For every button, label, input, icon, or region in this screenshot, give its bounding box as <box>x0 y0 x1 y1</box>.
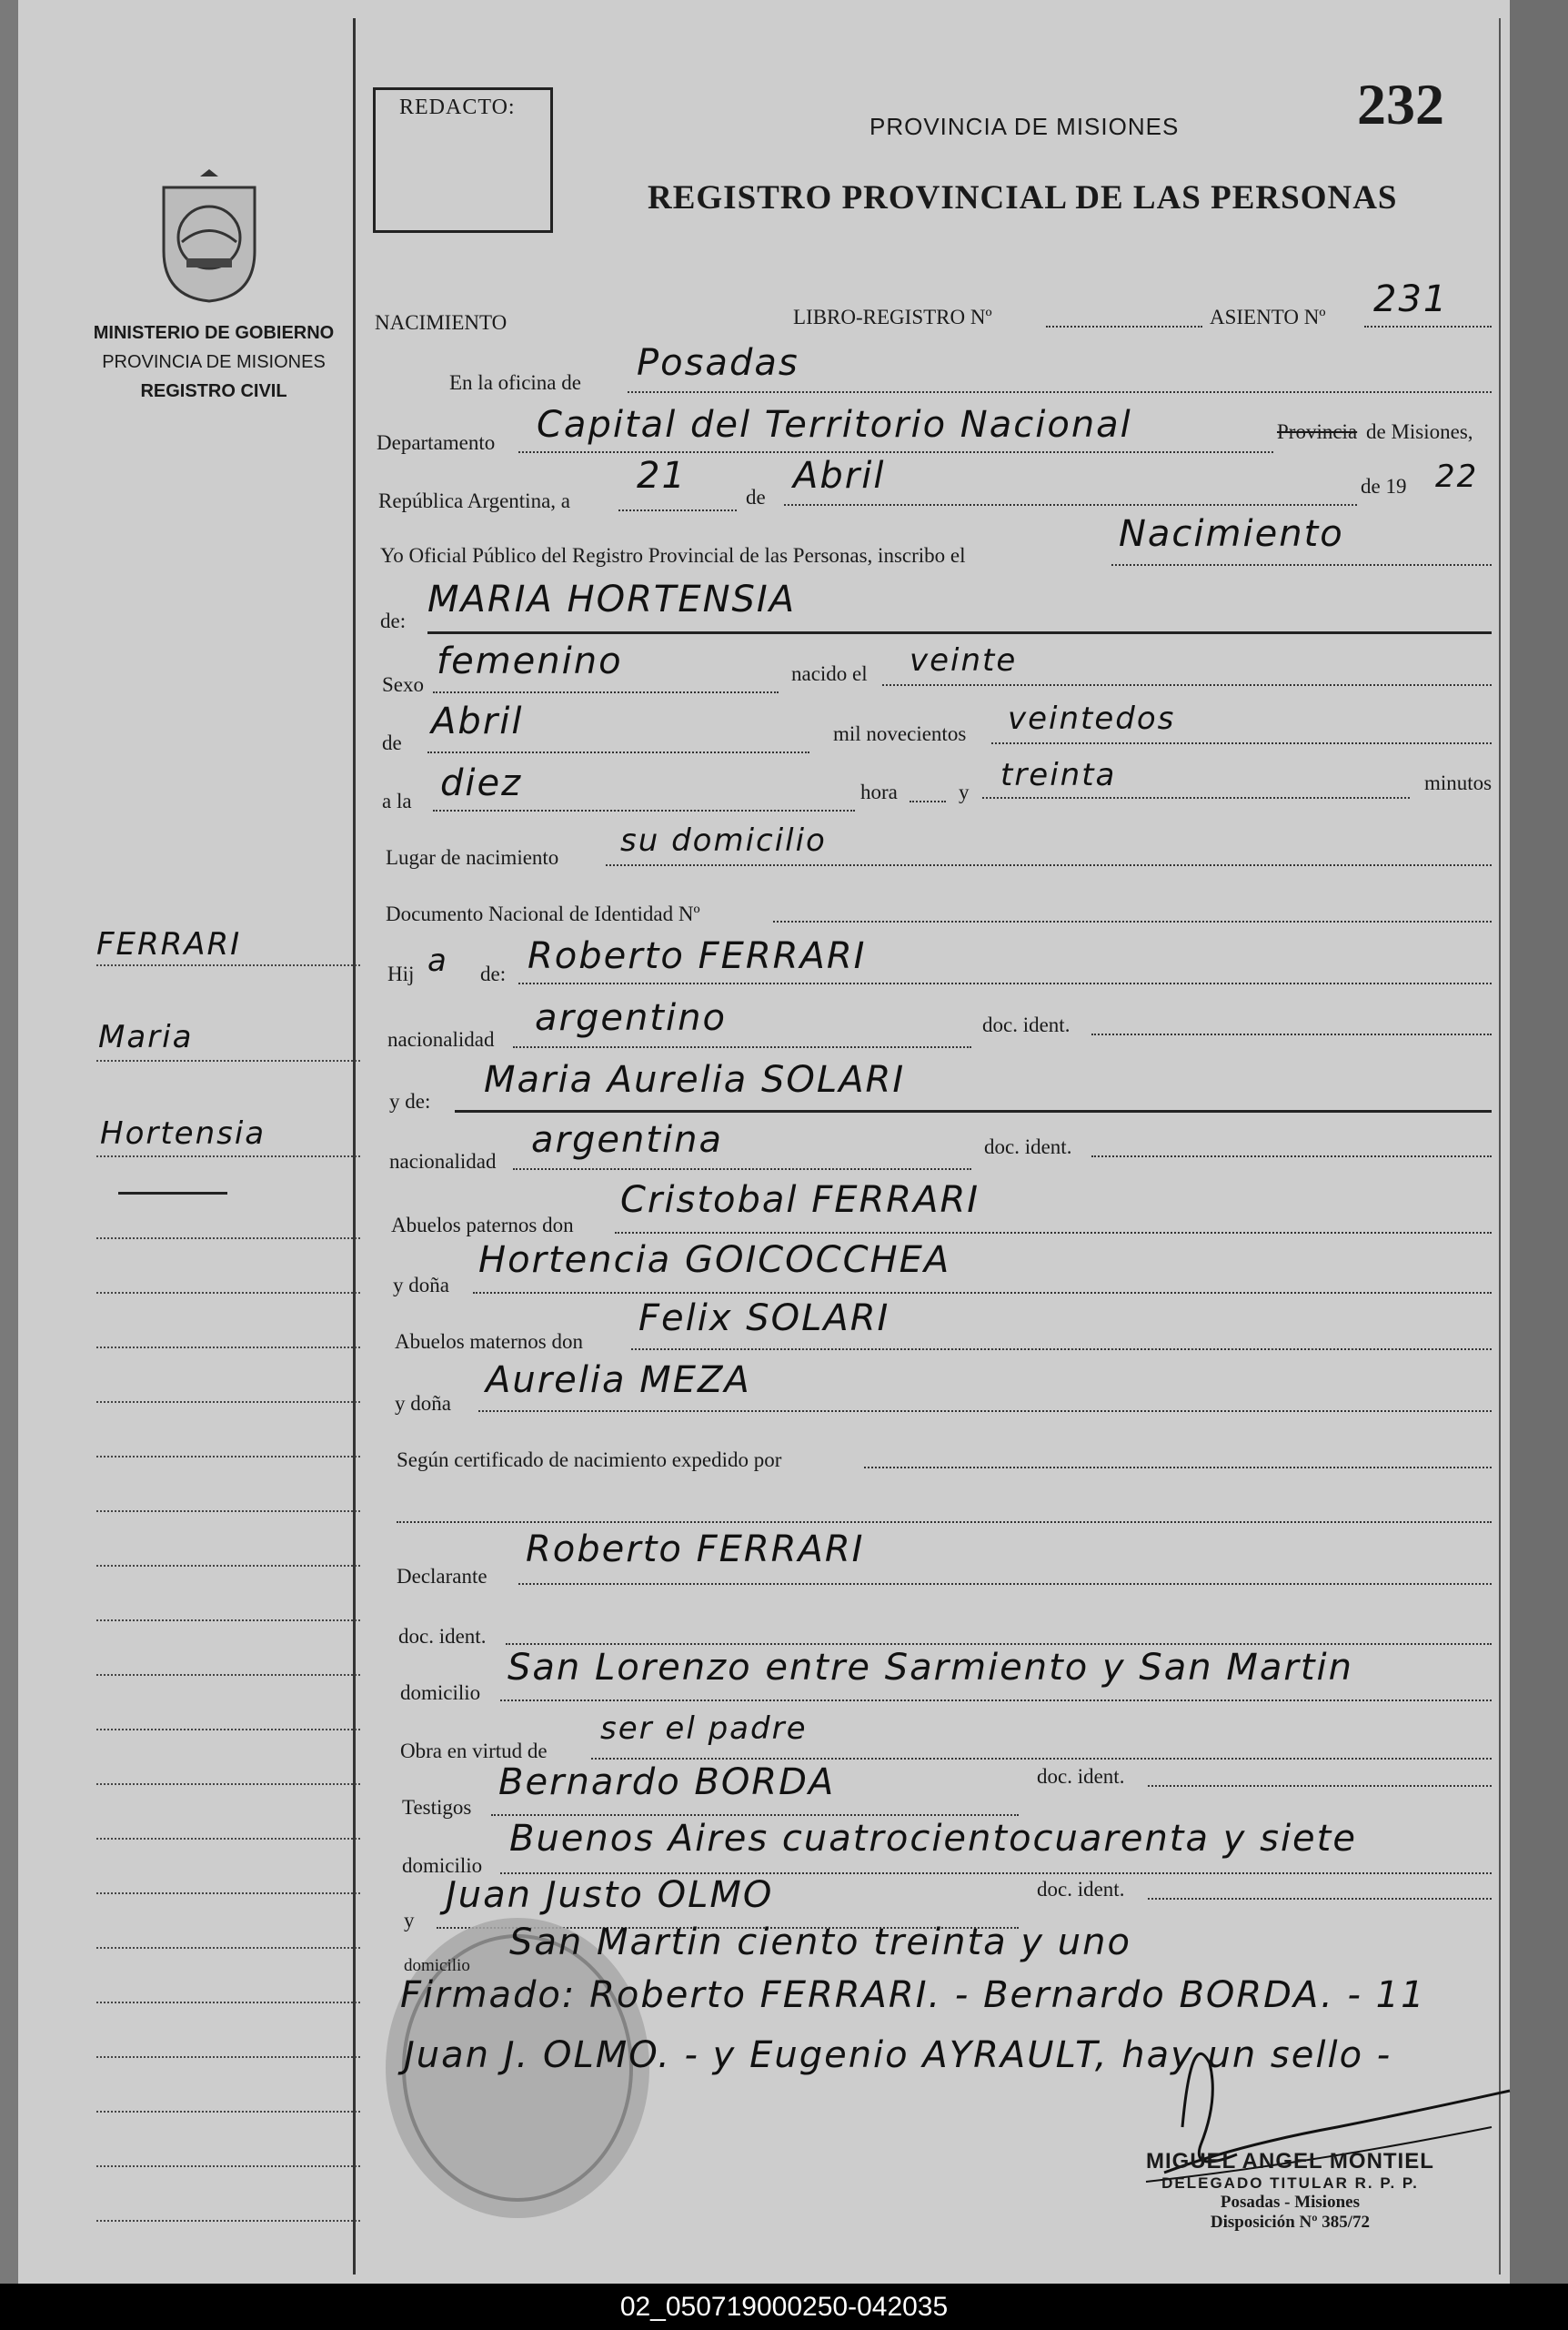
ministry-line-2: PROVINCIA DE MISIONES <box>102 352 326 372</box>
label-doc-ident-madre: doc. ident. <box>984 1135 1072 1158</box>
declarante-field-line <box>518 1583 1492 1585</box>
nacido-anio-field-line <box>991 742 1492 744</box>
nacido-mes-value: Abril <box>431 701 524 742</box>
margin-line <box>96 1674 360 1676</box>
label-minutos: minutos <box>1424 772 1493 794</box>
margin-line <box>96 1347 360 1348</box>
margin-line <box>96 1510 360 1512</box>
margin-line <box>96 1892 360 1894</box>
documento-field-line <box>773 921 1492 923</box>
abuelo-materno-value: Felix SOLARI <box>638 1297 890 1339</box>
official-disposicion: Disposición Nº 385/72 <box>1210 2213 1371 2232</box>
margin-divider <box>353 18 356 2275</box>
firmado-line-1: Firmado: Roberto FERRARI. - Bernardo BORDA. - 11 <box>400 1974 1426 2016</box>
anio-value: 22 <box>1435 459 1479 495</box>
label-yo-oficial: Yo Oficial Público del Registro Provincial de las Personas, inscribo el <box>380 544 966 567</box>
official-name: MIGUEL ANGEL MONTIEL <box>1146 2149 1434 2174</box>
segun-field-line <box>864 1467 1492 1468</box>
label-hora: hora <box>860 781 898 803</box>
book-edge-right <box>1510 0 1568 2284</box>
testigo2-domicilio-value: San Martin ciento treinta y uno <box>509 1921 1131 1963</box>
label-testigos: Testigos <box>402 1796 472 1819</box>
padre-nacionalidad-field-line <box>513 1046 971 1048</box>
margin-line <box>96 1060 360 1062</box>
segun-field-line-2 <box>397 1521 1492 1523</box>
obra-field-line <box>591 1758 1492 1760</box>
lugar-value: su domicilio <box>620 822 827 859</box>
label-sexo: Sexo <box>382 673 424 696</box>
scan-id-footer: 02_050719000250-042035 <box>0 2284 1568 2330</box>
libro-field-line <box>1046 326 1202 328</box>
hora-gap-line <box>910 801 946 802</box>
margin-line <box>96 2220 360 2222</box>
label-asiento: ASIENTO Nº <box>1210 306 1326 328</box>
page-number: 232 <box>1357 72 1444 136</box>
label-domicilio-declarante: domicilio <box>400 1681 481 1704</box>
label-y-dona-materna: y doña <box>395 1392 451 1415</box>
margin-line <box>96 2002 360 2003</box>
padre-doc-field-line <box>1091 1034 1492 1035</box>
label-nacionalidad-madre: nacionalidad <box>389 1150 497 1173</box>
testigo1-field-line <box>491 1814 1019 1816</box>
label-nacimiento: NACIMIENTO <box>375 311 508 334</box>
margin-line <box>96 1947 360 1949</box>
ministry-line-3: REGISTRO CIVIL <box>140 381 287 401</box>
padre-value: Roberto FERRARI <box>528 935 867 977</box>
abuelo-paterno-field-line <box>615 1232 1492 1234</box>
label-documento: Documento Nacional de Identidad Nº <box>386 903 700 925</box>
label-y: y <box>959 781 970 803</box>
margin-line <box>96 1155 360 1157</box>
label-nacionalidad-padre: nacionalidad <box>387 1028 495 1051</box>
abuela-materna-field-line <box>478 1410 1492 1412</box>
dia-value: 21 <box>637 455 687 497</box>
margin-name-2: Hortensia <box>100 1115 266 1152</box>
nacido-mes-field-line <box>427 751 809 753</box>
padre-field-line <box>518 983 1492 984</box>
testigo1-domicilio-value: Buenos Aires cuatrocientocuarenta y siete <box>509 1818 1357 1860</box>
departamento-field-line <box>518 451 1273 453</box>
label-mil-novecientos: mil novecientos <box>833 722 967 745</box>
oficina-field-line <box>628 391 1492 393</box>
ministry-line-1: MINISTERIO DE GOBIERNO <box>93 323 335 343</box>
official-title: DELEGADO TITULAR R. P. P. <box>1161 2174 1419 2192</box>
label-libro: LIBRO-REGISTRO Nº <box>793 306 992 328</box>
nacido-dia-field-line <box>882 684 1492 686</box>
lugar-field-line <box>606 864 1492 866</box>
right-border <box>1499 18 1501 2275</box>
margin-line <box>96 1838 360 1840</box>
nombre-underline <box>427 631 1492 634</box>
margin-line <box>96 2056 360 2058</box>
province-heading: PROVINCIA DE MISIONES <box>869 113 1180 140</box>
registry-title: REGISTRO PROVINCIAL DE LAS PERSONAS <box>648 179 1398 217</box>
label-lugar: Lugar de nacimiento <box>386 846 559 869</box>
madre-underline <box>455 1110 1492 1113</box>
mes-value: Abril <box>793 455 886 497</box>
madre-nacionalidad-value: argentina <box>531 1119 723 1161</box>
declarante-domicilio-field-line <box>500 1700 1492 1701</box>
margin-line <box>96 1619 360 1621</box>
departamento-value: Capital del Territorio Nacional <box>537 404 1132 446</box>
book-edge-left <box>0 0 18 2284</box>
label-de-padre: de: <box>480 963 507 985</box>
margin-line <box>96 1401 360 1403</box>
label-y-testigo2: y <box>404 1909 415 1932</box>
abuela-paterna-value: Hortencia GOICOCCHEA <box>478 1239 951 1281</box>
label-abuelos-paternos: Abuelos paternos don <box>391 1214 574 1236</box>
abuelo-paterno-value: Cristobal FERRARI <box>620 1179 980 1221</box>
margin-line <box>96 964 360 966</box>
label-doc-ident-padre: doc. ident. <box>982 1014 1070 1036</box>
official-place: Posadas - Misiones <box>1220 2193 1360 2212</box>
minutos-field-line <box>982 797 1410 799</box>
hora-value: diez <box>440 762 523 804</box>
label-segun: Según certificado de nacimiento expedido por <box>397 1448 782 1471</box>
margin-line <box>96 1237 360 1239</box>
label-y-de: y de: <box>389 1090 431 1113</box>
madre-nacionalidad-field-line <box>513 1168 971 1170</box>
margin-line <box>96 1783 360 1785</box>
label-de-mes: de <box>382 731 402 754</box>
margin-line <box>96 1292 360 1294</box>
label-republica: República Argentina, a <box>378 489 570 512</box>
testigo2-doc-field-line <box>1148 1898 1492 1900</box>
margin-surname: FERRARI <box>96 926 242 963</box>
mes-field-line <box>784 504 1357 506</box>
label-doc-ident-declarante: doc. ident. <box>398 1625 487 1648</box>
label-de-19: de 19 <box>1361 475 1407 498</box>
official-signature-block <box>1146 2149 1434 2233</box>
madre-doc-field-line <box>1091 1155 1492 1157</box>
label-doc-ident-testigo2: doc. ident. <box>1037 1878 1125 1901</box>
declarante-doc-field-line <box>506 1643 1492 1645</box>
margin-line <box>96 2165 360 2167</box>
margin-name-1: Maria <box>98 1019 194 1055</box>
sexo-field-line <box>433 691 779 693</box>
redacto-label: REDACTO: <box>399 96 516 119</box>
label-nacido-el: nacido el <box>791 662 868 685</box>
declarante-value: Roberto FERRARI <box>526 1528 865 1570</box>
margin-underline <box>118 1192 227 1195</box>
label-a-la: a la <box>382 790 412 812</box>
nombre-value: MARIA HORTENSIA <box>427 579 797 620</box>
acto-field-line <box>1111 564 1492 566</box>
margin-line <box>96 1729 360 1730</box>
asiento-value: 231 <box>1373 278 1449 320</box>
firmado-line-2: Juan J. OLMO. - y Eugenio AYRAULT, hay un sello - <box>404 2034 1392 2076</box>
label-doc-ident-testigo1: doc. ident. <box>1037 1765 1125 1788</box>
margin-line <box>96 1456 360 1458</box>
label-domicilio-testigo1: domicilio <box>402 1854 483 1877</box>
padre-nacionalidad-value: argentino <box>535 997 727 1039</box>
label-de-nombre: de: <box>380 610 407 632</box>
label-departamento: Departamento <box>377 431 496 454</box>
label-obra: Obra en virtud de <box>400 1740 548 1762</box>
coat-of-arms-icon <box>146 169 273 306</box>
margin-line <box>96 1565 360 1567</box>
nacido-dia-value: veinte <box>910 642 1018 679</box>
testigo1-value: Bernardo BORDA <box>498 1761 836 1803</box>
testigo1-doc-field-line <box>1148 1785 1492 1787</box>
dia-field-line <box>618 509 737 511</box>
label-abuelos-maternos: Abuelos maternos don <box>395 1330 583 1353</box>
label-de: de <box>746 486 766 509</box>
label-oficina: En la oficina de <box>449 371 581 394</box>
asiento-field-line <box>1364 326 1492 328</box>
hij-suffix: a <box>427 943 448 979</box>
nacido-anio-value: veintedos <box>1008 701 1176 737</box>
madre-value: Maria Aurelia SOLARI <box>484 1059 906 1101</box>
label-declarante: Declarante <box>397 1565 487 1588</box>
testigo2-value: Juan Justo OLMO <box>446 1874 774 1916</box>
redacto-box <box>373 87 553 233</box>
acto-value: Nacimiento <box>1119 513 1344 555</box>
declarante-domicilio-value: San Lorenzo entre Sarmiento y San Martin <box>508 1647 1353 1689</box>
oficina-value: Posadas <box>637 342 799 384</box>
hora-field-line <box>433 810 855 812</box>
sexo-value: femenino <box>437 640 623 682</box>
abuelo-materno-field-line <box>631 1348 1492 1350</box>
ministry-heading <box>82 318 346 406</box>
label-hij: Hij <box>387 963 415 985</box>
minutos-value: treinta <box>1000 757 1117 793</box>
label-domicilio-testigo2: domicilio <box>404 1956 470 1975</box>
abuela-paterna-field-line <box>473 1292 1492 1294</box>
label-y-dona-paterna: y doña <box>393 1274 449 1296</box>
obra-value: ser el padre <box>600 1710 808 1747</box>
label-provincia-struck: Provincia <box>1277 420 1358 443</box>
abuela-materna-value: Aurelia MEZA <box>486 1359 751 1401</box>
label-de-misiones: de Misiones, <box>1366 420 1473 443</box>
margin-line <box>96 2111 360 2113</box>
